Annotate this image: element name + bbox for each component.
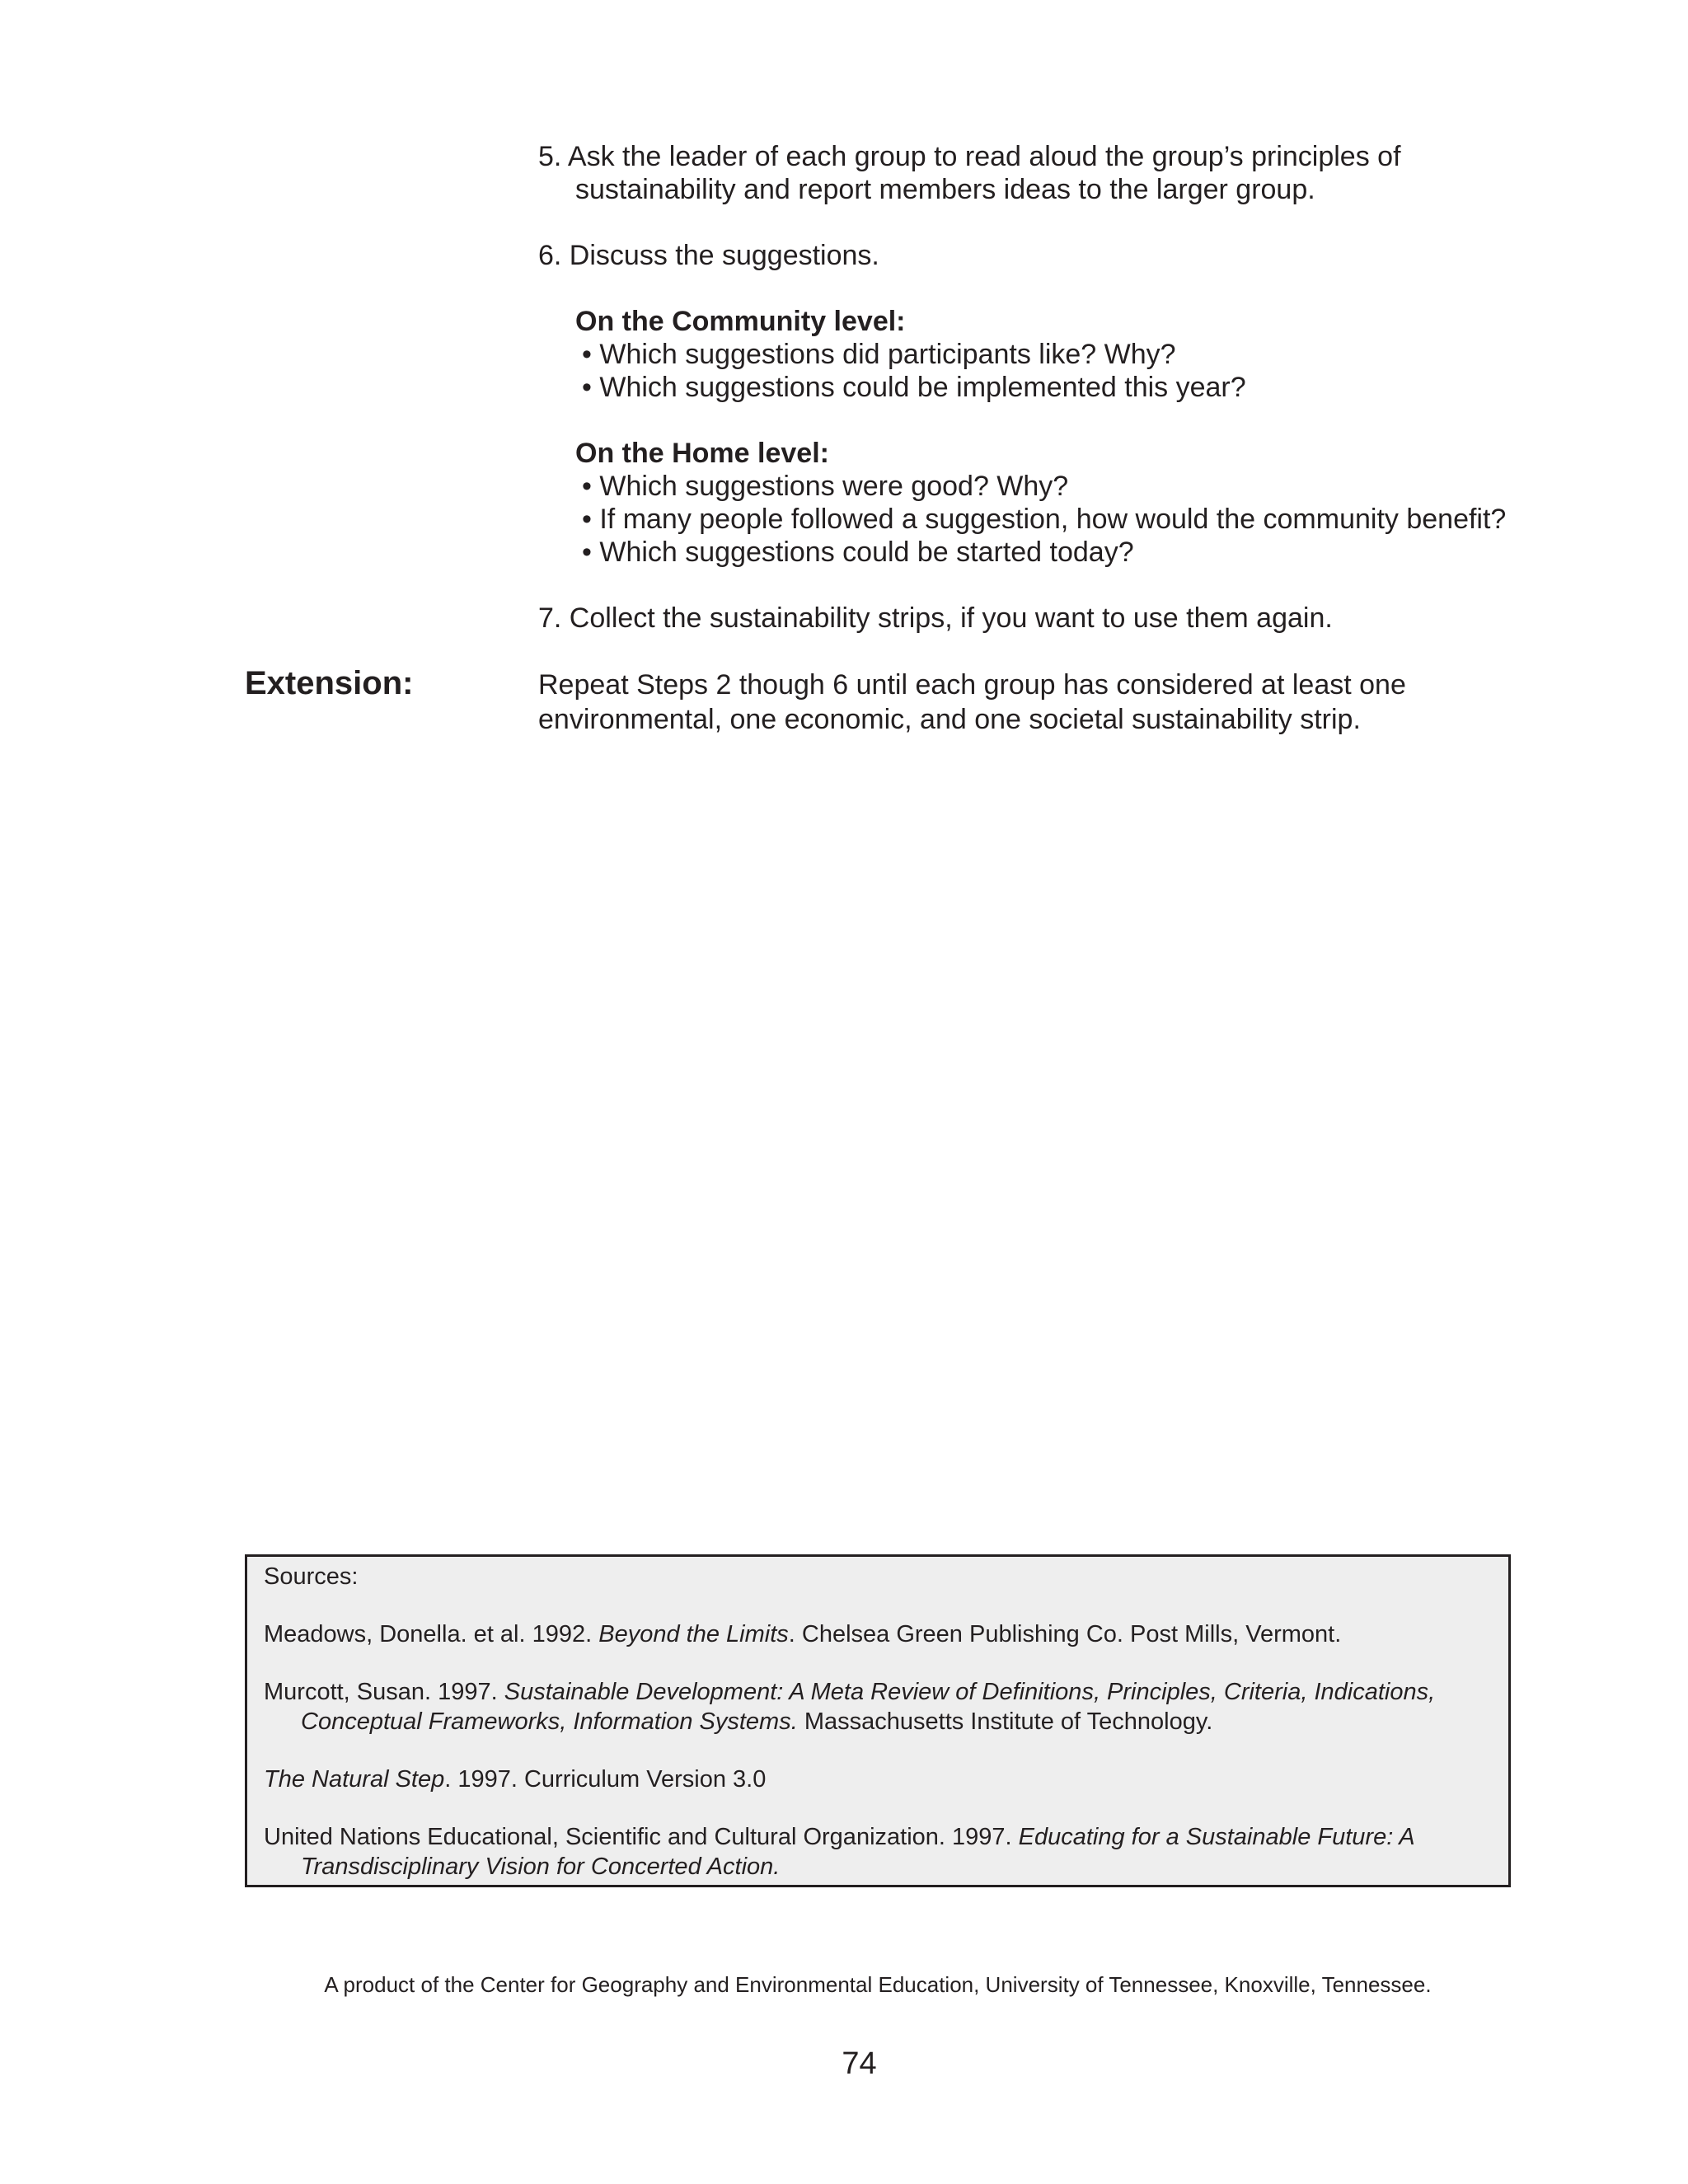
reference-publisher: Massachusetts Institute of Technology. <box>797 1708 1213 1735</box>
sources-box <box>245 1554 1511 1887</box>
step-6: 6. Discuss the suggestions. <box>538 240 879 271</box>
reference-author: Murcott, Susan. 1997. <box>264 1679 504 1705</box>
community-level-title: On the Community level: <box>575 306 906 337</box>
reference-author: United Nations Educational, Scientific and Cultural Organization. 1997. <box>264 1824 1019 1850</box>
reference-author: Meadows, Donella. et al. 1992. <box>264 1621 599 1647</box>
extension-text: Repeat Steps 2 though 6 until each group has considered at least one environmental, one economic, and one societal sustainability strip. <box>538 669 1406 735</box>
reference-title: Sustainable Development: A Meta Review of Definitions, Principles, Criteria, Indications, Conceptual Frameworks, Information Systems. <box>301 1679 1436 1735</box>
reference-title: The Natural Step <box>264 1766 445 1793</box>
step-7: 7. Collect the sustainability strips, if you want to use them again. <box>538 602 1333 634</box>
source-reference <box>264 1619 1492 1649</box>
page-footer: A product of the Center for Geography and Environmental Education, University of Tennessee, Knoxville, Tennessee. <box>324 1972 1432 1997</box>
activity-steps <box>538 140 1527 668</box>
home-bullet-1: • Which suggestions were good? Why? <box>582 471 1069 502</box>
home-bullet-2: • If many people followed a suggestion, how would the community benefit? <box>582 504 1507 535</box>
home-level-block <box>575 437 1527 569</box>
reference-title: Educating for a Sustainable Future: A Transdisciplinary Vision for Concerted Action. <box>301 1824 1414 1880</box>
community-bullet-2: • Which suggestions could be implemented this year? <box>582 372 1246 403</box>
page-number: 74 <box>842 2046 877 2081</box>
source-reference <box>264 1765 1492 1794</box>
sources-title: Sources: <box>264 1563 359 1590</box>
source-reference <box>264 1822 1492 1882</box>
reference-publisher: . Chelsea Green Publishing Co. Post Mills, Vermont. <box>788 1621 1342 1647</box>
community-bullet-1: • Which suggestions did participants like? Why? <box>582 339 1176 370</box>
source-reference <box>264 1677 1492 1736</box>
reference-publisher: . 1997. Curriculum Version 3.0 <box>444 1766 767 1793</box>
extension-label: Extension: <box>245 665 414 701</box>
home-level-title: On the Home level: <box>575 438 829 469</box>
reference-title: Beyond the Limits <box>598 1621 789 1647</box>
step-5: 5. Ask the leader of each group to read aloud the group’s principles of sustainability and report members ideas to the larger group. <box>538 141 1401 205</box>
home-bullet-3: • Which suggestions could be started today? <box>582 537 1134 568</box>
community-level-block <box>575 305 1527 404</box>
